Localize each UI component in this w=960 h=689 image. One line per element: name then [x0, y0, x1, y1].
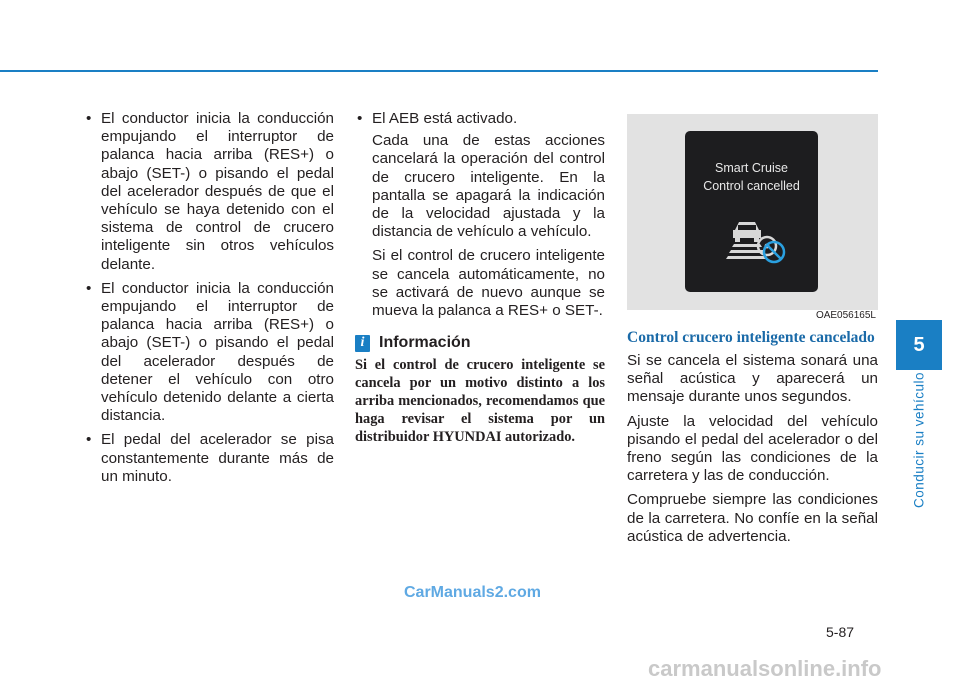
chapter-tab: 5: [896, 320, 942, 370]
watermark-top[interactable]: CarManuals2.com: [404, 584, 541, 601]
condition-list-continued: [355, 110, 605, 128]
info-body: Si el control de crucero inteligente se cancela por un motivo distinto a los arriba mencionados, recomendamos que haga revisar el sistema por un distribuidor HYUNDAI autorizado.: [355, 357, 605, 446]
figure-code: OAE056165L: [815, 309, 876, 321]
display-message-line2: Control cancelled: [703, 179, 800, 193]
auto-cancel-paragraph: Si el control de crucero inteligente se cancela automáticamente, no se activará de nuevo aunque se mueva la palanca a RES+ o SET-.: [372, 247, 605, 320]
column-right: [627, 111, 878, 546]
cancel-paragraph: Cada una de estas acciones cancelará la operación del control de crucero inteligente. En la pantalla se apagará la indicación de la velocidad ajustada y la distancia de vehículo a vehículo.: [372, 132, 605, 241]
section-title: Control crucero inteligente cancelado: [627, 329, 875, 346]
condition-list: [84, 110, 334, 486]
info-header: [355, 333, 605, 353]
list-item: • El conductor inicia la conducción empujando el interruptor de palanca hacia arriba (RES+) o abajo (SET-) o pisando el pedal del acelerador después de detener el vehículo con otro vehículo detenido delante a cierta distancia.: [84, 280, 334, 426]
road-conditions-paragraph: Compruebe siempre las condiciones de la carretera. No confíe en la señal acústica de advertencia.: [627, 491, 878, 545]
info-title: Información: [379, 334, 471, 352]
alarm-paragraph: Si se cancela el sistema sonará una señal acústica y aparecerá un mensaje durante unos segundos.: [627, 352, 878, 406]
column-left: [84, 110, 334, 492]
display-message-line1: Smart Cruise: [715, 161, 788, 175]
cluster-display: [685, 131, 818, 292]
list-item: • El pedal del acelerador se pisa constantemente durante más de un minuto.: [84, 431, 334, 486]
watermark-bottom[interactable]: carmanualsonline.info: [648, 656, 882, 681]
header-rule: [0, 70, 878, 72]
column-middle: [355, 110, 605, 446]
list-item: • El conductor inicia la conducción empujando el interruptor de palanca hacia arriba (RES+) o abajo (SET-) o pisando el pedal del acelerador después de que el vehículo se haya detenido con el sistema de control de crucero inteligente sin otros vehículos delante.: [84, 110, 334, 274]
chapter-label-text: Conducir su vehículo: [911, 371, 927, 509]
info-icon: i: [355, 335, 370, 352]
dashboard-figure: [627, 114, 878, 321]
smart-cruise-cancelled-icon: [725, 216, 791, 266]
list-item: • El AEB está activado.: [355, 110, 605, 128]
page-number: 5-87: [826, 624, 855, 640]
adjust-speed-paragraph: Ajuste la velocidad del vehículo pisando el pedal del acelerador o del freno según las condiciones de la carretera y las de conducción.: [627, 412, 878, 485]
